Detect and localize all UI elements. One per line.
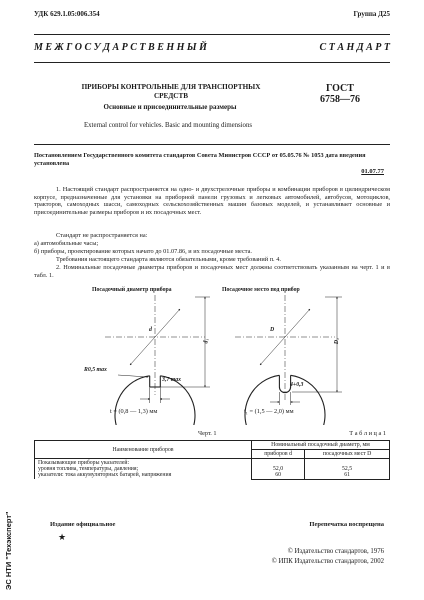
title-divider [34,144,390,145]
paragraph-4: б) приборы, проектирование которых начато до 01.07.86, и их посадочные места. [34,248,252,255]
radius-label: R0,5 max [84,367,107,373]
gost-label: ГОСТ [326,83,354,94]
group-code: Группа Д25 [353,10,390,18]
decree-text: Постановлением Государственного комитета стандартов Совета Министров СССР от 05.05.76 № 1053 дата введения установлена [34,152,366,167]
left-diameter-label: d [149,327,152,333]
cell-value: 60 [275,471,282,478]
row-text: Показывающие приборы указателей: [38,460,130,466]
right-tab-dimension: 4+0,3 [290,382,304,388]
paragraph-1: 1. Настоящий стандарт распространяется на одно- и двухстрелочные приборы и комбинации приборов в цилиндрическом корпусе, предназначенные для установки на приборной панели грузовых и легковых автомобилей, автобусов, мотоциклов, тракторов, самоходных шасси, самоходных сельскохозяйственных машин базовых моделей, и устанавливает основные и присоединительные размеры приборов и их посадочных мест. [34,186,390,216]
left-diameter1-label: d₁ [203,338,210,344]
english-title: External control for vehicles. Basic and mounting dimensions [84,122,252,129]
row-name [35,459,252,480]
row-D [305,459,390,480]
title-line-1: ПРИБОРЫ КОНТРОЛЬНЫЕ ДЛЯ ТРАНСПОРТНЫХ [81,83,261,91]
paragraph-5: Требования настоящего стандарта являются обязательными, кроме требований п. 4. [56,256,281,263]
table-title: Т а б л и ц а 1 [349,430,386,437]
header-seats-D: посадочных мест D [305,450,390,459]
title-line-2: СРЕДСТВ [153,92,189,100]
row-d [252,459,305,480]
seat-outline [245,375,325,425]
paragraph-3: а) автомобильные часы; [34,240,99,247]
header-name: Наименование приборов [35,441,252,459]
paragraph-6: 2. Номинальные посадочные диаметры приборов и посадочных мест должны соответствовать указанным на черт. 1 и в табл. 1. [34,264,390,279]
mounting-drawing [60,295,380,425]
banner-right: С Т А Н Д А Р Т [319,42,390,53]
right-diameter-label: D [270,327,275,333]
row-text: уровня топлива, температуры, давления; [38,466,139,472]
document-subtitle: Основные и присоединительные размеры [103,103,237,111]
introduction-date: 01.07.77 [361,168,384,175]
watermark-text: ЭС НТИ "Техэксперт" [4,511,13,590]
header-instruments-d: приборов d [252,450,305,459]
document-title [76,83,266,101]
right-diagram-title: Посадочное место под прибор [222,287,300,293]
left-formula: t = (0,8 — 1,3) мм [110,408,158,415]
reprint-prohibited: Перепечатка воспрещена [309,521,384,528]
table-row [35,459,390,480]
banner-divider [34,62,390,63]
cell-value: 52,0 [273,465,284,472]
paragraph-2: Стандарт не распространяется на: [56,232,148,239]
udk-code: УДК 629.1.05:006.354 [34,10,100,18]
cell-value: 52,5 [342,465,353,472]
table-header-row [35,441,390,450]
gost-block [300,83,380,105]
standard-banner [34,42,390,53]
right-formula: t₁ = (1,5 — 2,0) мм [244,408,294,415]
official-edition: Издание официальное [50,521,116,528]
left-diagram-title: Посадочный диаметр прибора [92,287,172,293]
top-divider [34,34,390,35]
copyright-2002: © ИПК Издательство стандартов, 2002 [271,558,384,565]
left-tab-dimension: 3,7 max [162,377,182,383]
copyright-1976: © Издательство стандартов, 1976 [287,548,384,555]
banner-left: М Е Ж Г О С У Д А Р С Т В Е Н Н Ы Й [34,42,207,53]
star-icon: ★ [58,532,67,542]
figure-caption: Черт. 1 [198,430,217,437]
gost-number: 6758—76 [320,94,360,105]
cell-value: 61 [344,471,351,478]
diameter-table [34,440,390,480]
sidebar-watermark [4,450,16,590]
right-diameter1-label: D₁ [334,337,341,345]
row-text: указатели: тока аккумуляторных батарей, напряжения [38,472,172,478]
header-diameter: Номинальный посадочный диаметр, мм [252,441,390,450]
